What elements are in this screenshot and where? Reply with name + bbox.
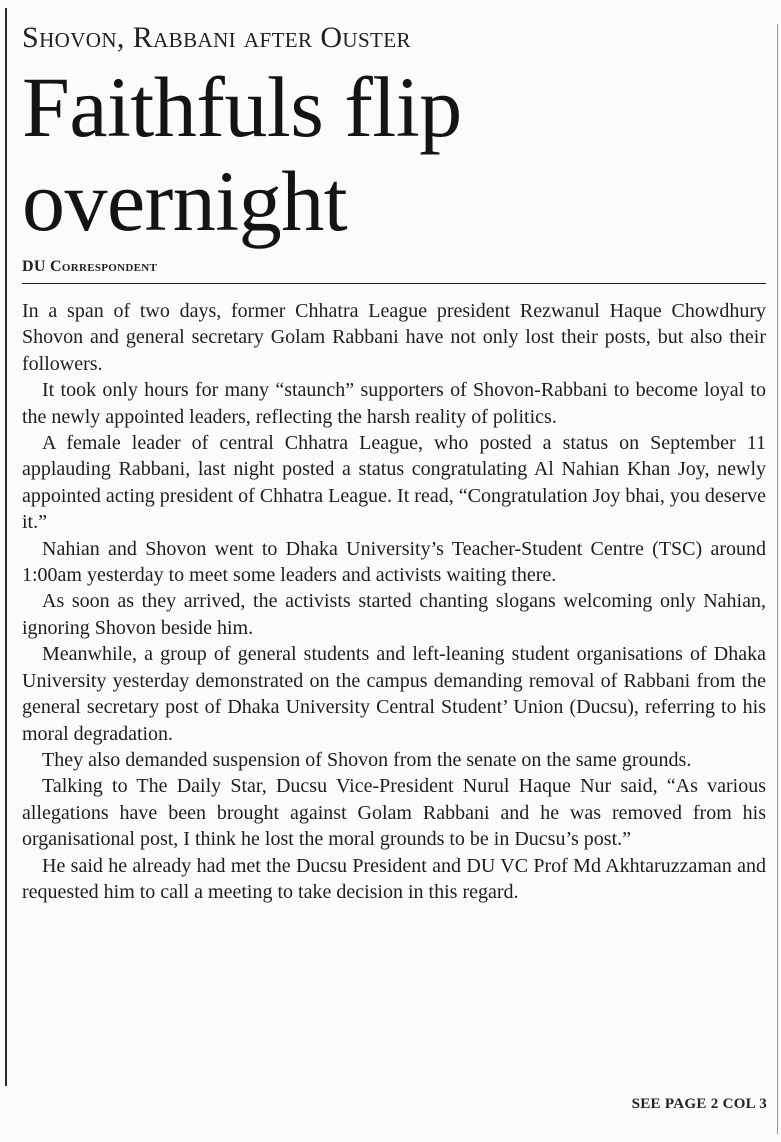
news-article [22,20,766,905]
article-paragraph: A female leader of central Chhatra League, who posted a status on September 11 applauding Rabbani, last night posted a status congratulating Al Nahian Khan Joy, newly appointed acting president of Chhatra League. It read, “Congratulation Joy bhai, you deserve it.” [22,432,766,534]
article-paragraph: Meanwhile, a group of general students and left-leaning student organisations of Dhaka University yesterday demonstrated on the campus demanding removal of Rabbani from the general secretary post of Dhaka University Central Student’ Union (Ducsu), referring to his moral degradation. [22,643,766,745]
article-headline: Faithfuls flip overnight [22,59,462,249]
article-paragraph: Talking to The Daily Star, Ducsu Vice-President Nurul Haque Nur said, “As various allegations have been brought against Golam Rabbani and he was removed from his organisational post, I think he lost the moral grounds to be in Ducsu’s post.” [22,775,766,851]
continued-on-page-note: SEE PAGE 2 COL 3 [631,1096,767,1112]
article-paragraph: It took only hours for many “staunch” supporters of Shovon-Rabbani to become loyal to the newly appointed leaders, reflecting the harsh reality of politics. [22,379,766,428]
article-paragraph: They also demanded suspension of Shovon from the senate on the same grounds. [42,748,692,771]
column-rule-right [777,24,778,1134]
article-body [22,298,766,905]
article-paragraph: He said he already had met the Ducsu President and DU VC Prof Md Akhtaruzzaman and requested him to call a meeting to take decision in this regard. [22,854,766,903]
article-paragraph: Nahian and Shovon went to Dhaka University’s Teacher-Student Centre (TSC) around 1:00am yesterday to meet some leaders and activists waiting there. [22,537,766,587]
article-paragraph: In a span of two days, former Chhatra League president Rezwanul Haque Chowdhury Shovon and general secretary Golam Rabbani have not only lost their posts, but also their followers. [22,300,766,375]
column-rule-left [5,8,7,1086]
article-kicker: Shovon, Rabbani after Ouster [22,21,411,54]
article-byline: DU Correspondent [22,258,766,284]
article-paragraph: As soon as they arrived, the activists started chanting slogans welcoming only Nahian, ignoring Shovon beside him. [22,590,766,639]
